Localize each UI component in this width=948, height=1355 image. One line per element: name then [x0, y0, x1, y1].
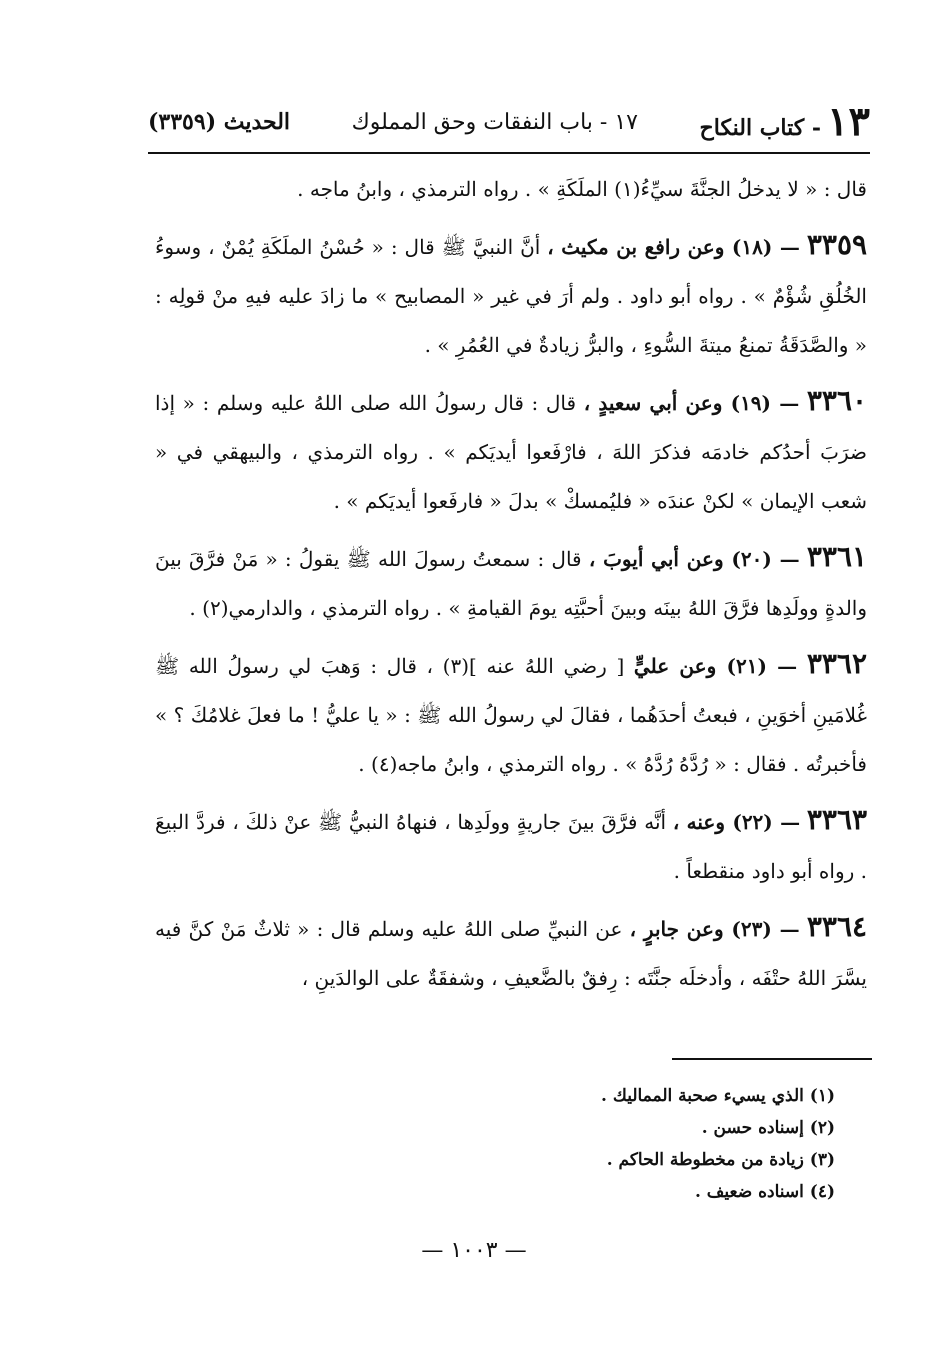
hadith-number: ٣٣٦٤ [806, 910, 868, 943]
hadith-text: قال : قال رسولُ الله صلى اللهُ عليه وسلم : « إذا ضرَبَ أحدُكم خادمَه فذكرَ اللهَ ، فارْفَعوا أيديَكم » . رواه الترمذي ، والبيهقي في « شعب الإيمان » لكنْ عندَه « فليُمسكْ » بدلَ « فارفَعوا أيديَكم » . [155, 391, 867, 513]
section-title: ١٧ - باب النفقات وحق المملوك [351, 109, 638, 135]
hadith-3364 [155, 902, 867, 1003]
hadith-text: قال : سمعتُ رسولَ الله ﷺ يقولُ : « مَنْ فرَّقَ بينَ والدةٍ وولَدِها فرَّقَ اللهُ بينَه وبينَ أحبَّتِه يومَ القيامةِ » . رواه الترمذي ، والدارمي(٢) . [155, 547, 867, 620]
hadith-narrator: — (٢١) وعن عليٍّ [633, 654, 798, 678]
footnote: (٢) إسناده حسن . [701, 1118, 835, 1138]
chapter-heading [699, 98, 870, 145]
header-rule [148, 152, 870, 154]
hadith-number: ٣٣٥٩ [806, 228, 868, 261]
page-number: — ١٠٠٣ — [421, 1238, 527, 1263]
running-header [148, 92, 870, 152]
hadith-3362 [155, 639, 867, 789]
hadith-text: [ رضي اللهُ عنه ](٣) ، قال : وَهبَ لي رسولُ الله ﷺ غُلامَينِ أخوَينِ ، فبعتُ أحدَهُما ، فقالَ لي رسولُ الله ﷺ : « يا عليُّ ! ما فعلَ غلامُكَ ؟ » فأخبرتُه . فقال : « رُدَّهُ رُدَّهُ » . رواه الترمذي ، وابنُ ماجه(٤) . [155, 654, 867, 776]
hadith-number: ٣٣٦٢ [806, 647, 867, 680]
hadith-reference: الحديث (٣٣٥٩) [148, 109, 291, 135]
hadith-number: ٣٣٦٣ [806, 803, 868, 836]
hadith-narrator: — (٢٣) وعن جابرٍ ، [629, 917, 800, 941]
hadith-text: عن النبيِّ صلى اللهُ عليه وسلم قال : « ثلاثٌ مَنْ كنَّ فيه يسَّرَ اللهُ حتْفَه ، وأدخلَه جنَّتَه : رِفقٌ بالضَّعيفِ ، وشفقَةٌ على الوالدَينِ ، [155, 917, 867, 990]
footnote: (٤) اسناده ضعيف . [694, 1182, 835, 1202]
paragraph-text: قال : « لا يدخلُ الجنَّةَ سيِّءُ(١) الملَكَةِ » . رواه الترمذي ، وابنُ ماجه . [297, 177, 867, 201]
hadith-3361 [155, 532, 867, 633]
hadith-narrator: — (٢٢) وعنه ، [672, 810, 801, 834]
footnote-rule [672, 1058, 872, 1060]
hadith-narrator: — (١٩) وعن أبي سعيدٍ ، [583, 391, 800, 415]
footnote: (٣) زيادة من مخطوطة الحاكم . [606, 1150, 835, 1170]
footnote: (١) الذي يسيء صحبة المماليك . [601, 1086, 835, 1106]
hadith-number: ٣٣٦١ [806, 540, 868, 573]
hadith-narrator: — (٢٠) وعن أبي أيوبَ ، [588, 547, 800, 571]
book-title: - كتاب النكاح [699, 115, 822, 141]
hadith-3360 [155, 376, 867, 526]
hadith-text: أنَّ النبيَّ ﷺ قال : « حُسْنُ الملَكَةِ يُمْنٌ ، وسوءُ الخُلُقِ شُؤْمٌ » . رواه أبو داود . ولم أرَ في غير « المصابيح » ما زادَ عليه فيهِ منْ قولِه : « والصَّدَقَةُ تمنعُ ميتةَ السُّوءِ ، والبرُّ زيادةٌ في العُمُرِ » . [155, 235, 867, 357]
paragraph-continuation [155, 165, 867, 214]
hadith-number: ٣٣٦٠ [806, 384, 868, 417]
main-text [155, 165, 867, 1009]
footnotes [500, 1080, 835, 1208]
hadith-3363 [155, 795, 867, 896]
chapter-number: ١٣ [827, 98, 870, 145]
hadith-text: أنَّه فرَّقَ بينَ جاريةٍ وولَدِها ، فنهاهُ النبيُّ ﷺ عنْ ذلكَ ، فردَّ البيعَ . رواه أبو داود منقطعاً . [155, 810, 867, 883]
hadith-narrator: — (١٨) وعن رافع بن مكيث ، [547, 235, 800, 259]
hadith-3359 [155, 220, 867, 370]
